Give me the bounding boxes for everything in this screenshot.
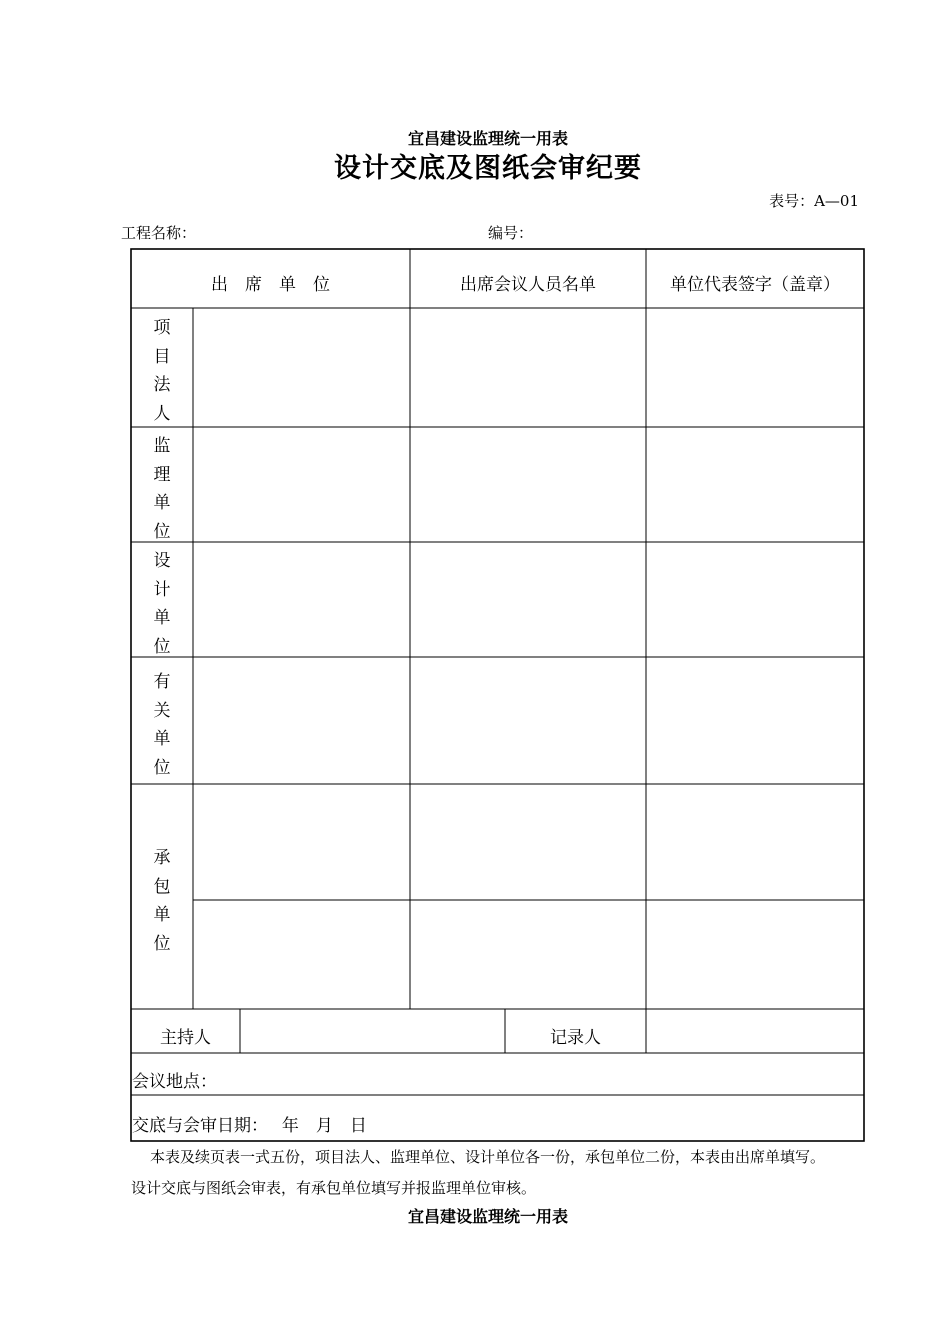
host-label: 主持人 bbox=[160, 1028, 211, 1048]
row-label-contractor: 承 包 单 位 bbox=[153, 848, 171, 954]
column-header-attendees: 出席会议人员名单 bbox=[460, 275, 596, 295]
column-header-signature: 单位代表签字（盖章） bbox=[670, 275, 840, 295]
column-header-units: 出 席 单 位 bbox=[211, 275, 330, 295]
submission-note: 设计交底与图纸会审表，有承包单位填写并报监理单位审核。 bbox=[131, 1179, 537, 1197]
row-label-design-unit: 设 计 单 位 bbox=[153, 551, 171, 657]
meeting-location-label: 会议地点： bbox=[132, 1072, 217, 1092]
row-label-project-owner: 项 目 法 人 bbox=[153, 318, 171, 424]
distribution-note: 本表及续页表一式五份，项目法人、监理单位、设计单位各一份，承包单位二份，本表由出席单填写。 bbox=[150, 1148, 826, 1166]
form-series-heading: 宜昌建设监理统一用表 bbox=[407, 129, 568, 148]
form-number: 表号：A—01 bbox=[769, 192, 859, 210]
row-label-related-units: 有 关 单 位 bbox=[153, 672, 171, 778]
row-label-supervision-unit: 监 理 单 位 bbox=[153, 436, 171, 542]
recorder-label: 记录人 bbox=[550, 1028, 601, 1048]
footer-heading: 宜昌建设监理统一用表 bbox=[407, 1207, 568, 1226]
document-title: 设计交底及图纸会审纪要 bbox=[334, 153, 642, 184]
serial-number-label: 编号： bbox=[488, 224, 534, 242]
review-date-label: 交底与会审日期： 年 月 日 bbox=[132, 1116, 367, 1136]
project-name-label: 工程名称： bbox=[121, 224, 197, 242]
